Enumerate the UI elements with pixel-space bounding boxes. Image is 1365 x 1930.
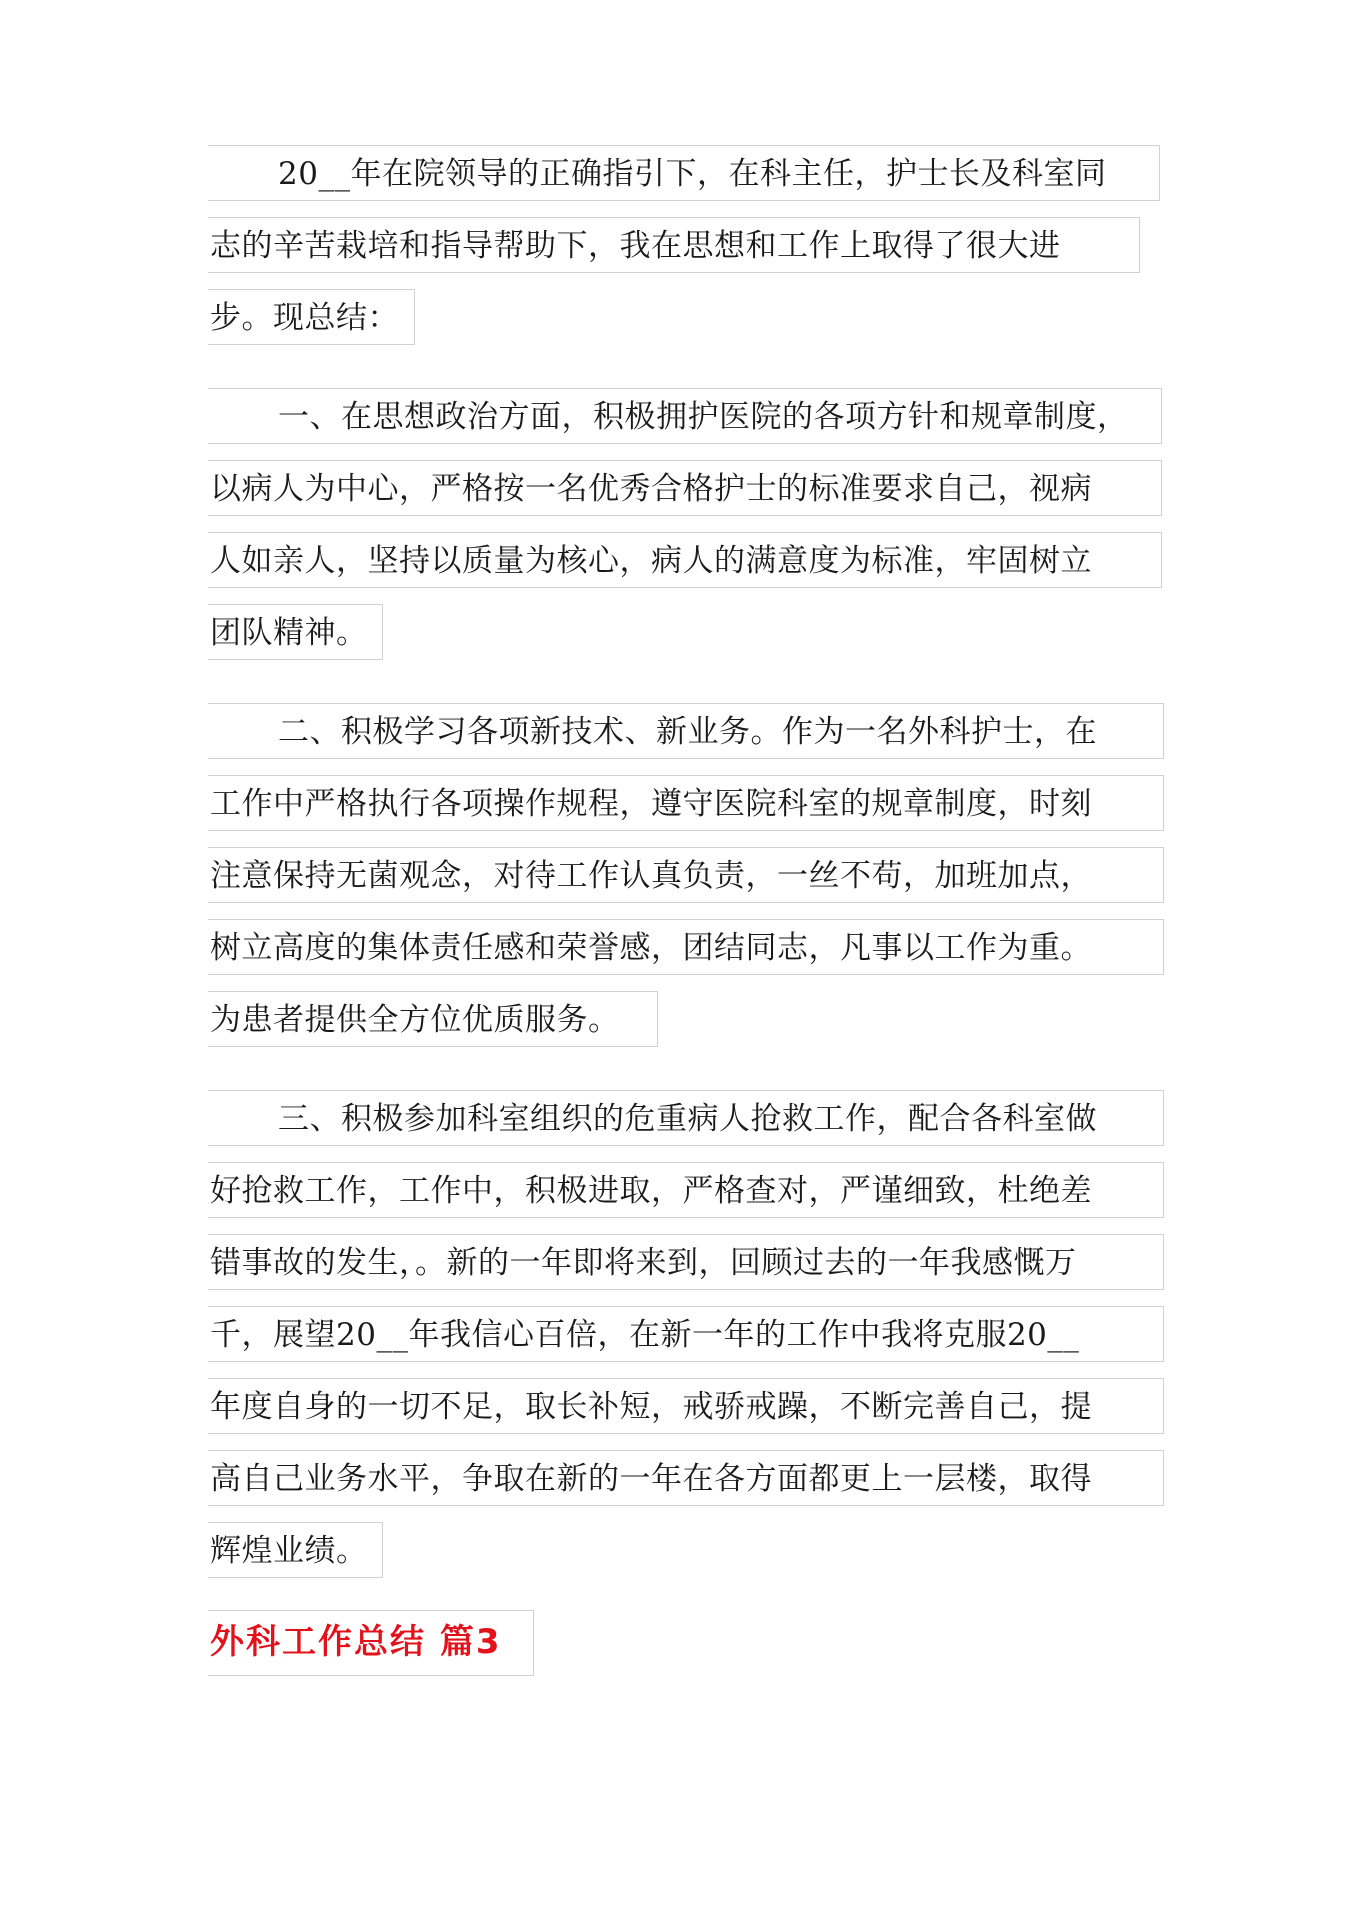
paragraph-line: 年度自身的一切不足，取长补短，戒骄戒躁，不断完善自己，提 — [208, 1378, 1164, 1434]
paragraph-line: 辉煌业绩。 — [208, 1522, 383, 1578]
paragraph-line: 以病人为中心，严格按一名优秀合格护士的标准要求自己，视病 — [208, 460, 1162, 516]
paragraph-line: 志的辛苦栽培和指导帮助下，我在思想和工作上取得了很大进 — [208, 217, 1140, 273]
paragraph-line: 二、积极学习各项新技术、新业务。作为一名外科护士，在 — [208, 703, 1164, 759]
paragraph-line: 注意保持无菌观念，对待工作认真负责，一丝不苟，加班加点， — [208, 847, 1164, 903]
paragraph-line: 三、积极参加科室组织的危重病人抢救工作，配合各科室做 — [208, 1090, 1164, 1146]
paragraph-line: 树立高度的集体责任感和荣誉感，团结同志，凡事以工作为重。 — [208, 919, 1164, 975]
paragraph-line: 团队精神。 — [208, 604, 383, 660]
paragraph-line: 20__年在院领导的正确指引下，在科主任，护士长及科室同 — [208, 145, 1160, 201]
paragraph-line: 工作中严格执行各项操作规程，遵守医院科室的规章制度，时刻 — [208, 775, 1164, 831]
paragraph-line: 高自己业务水平，争取在新的一年在各方面都更上一层楼，取得 — [208, 1450, 1164, 1506]
paragraph-line: 千，展望20__年我信心百倍，在新一年的工作中我将克服20__ — [208, 1306, 1164, 1362]
paragraph-line: 好抢救工作，工作中，积极进取，严格查对，严谨细致，杜绝差 — [208, 1162, 1164, 1218]
paragraph-line: 步。现总结： — [208, 289, 415, 345]
paragraph-line: 人如亲人，坚持以质量为核心，病人的满意度为标准，牢固树立 — [208, 532, 1162, 588]
section-heading: 外科工作总结 篇3 — [208, 1610, 534, 1676]
paragraph-line: 一、在思想政治方面，积极拥护医院的各项方针和规章制度， — [208, 388, 1162, 444]
paragraph-line: 错事故的发生，。新的一年即将来到，回顾过去的一年我感慨万 — [208, 1234, 1164, 1290]
paragraph-line: 为患者提供全方位优质服务。 — [208, 991, 658, 1047]
